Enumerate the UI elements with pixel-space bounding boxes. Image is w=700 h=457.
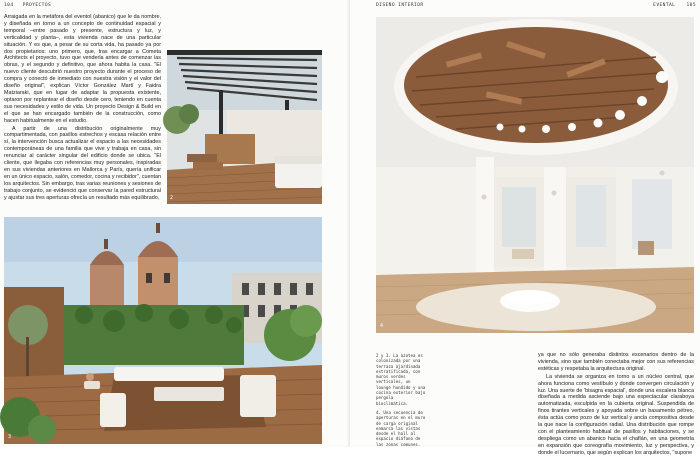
- paragraph: Arraigada en la metáfora del eventol (abanico) que le da nombre, y diseñada en torno a un concepto de continuidad espacial y temporal –entre pasado y presente, estructura y luz, y verticalidad y planta–, esta vivienda nace de una particular situación. Y es que, a pesar de su corta vida, ha pasado ya por dos propietarios: uno primero, que, tras encargar a Cometa Architects el proyecto, tuvo que venderla antes de comenzar las obras, y el segundo y definitivo, que ahora habita la casa. "El nuevo cliente descubrió nuestro proyecto durante el proceso de compra y conectó de inmediato con nuestra visión y el valor del diseño original", explican Víctor González Martí y Faidra Matziaraki, que en lugar de adaptar la propuesta existente, optaron por replantear el diseño desde cero, teniendo en cuenta sus necesidades y estilo de vida. Un proyecto Design & Build en el que se han encargado también de la construcción, como hacen habitualmente en el estudio.: [4, 14, 161, 124]
- right-page-header-magazine: [653, 3, 696, 8]
- caption: 2 y 3. La azotea es colonizada por una terraza ajardinada estratificada, con muros verdes verticales, un lounge hundido y una cocina exterior bajo pergola bioclimática.: [376, 353, 426, 406]
- photo-interior-skylight: [376, 17, 694, 333]
- photo-captions: [376, 353, 426, 445]
- left-page: [0, 0, 348, 447]
- photo-number: 4: [380, 323, 384, 329]
- page-number: 104: [4, 3, 14, 8]
- paragraph: La vivienda se organiza en torno a un núcleo central, que ahora funciona como vestíbulo y donde convergen circulación y luz. Una suerte de 'bisagra espacial', donde una escalera blanca diseñada a medida asciende bajo una espectacular claraboya automatizada, esculpida en la cubierta original. Suspendida de finos tirantes verticales y apoyada sobre un basamento pétreo, ésta actúa como pozo de luz vertical y ancla compositiva desde la que nace la configuración radial. Una distribución que rompe con el planteamiento habitual de pasillos y habitaciones, y se despliega como un abanico hacia el chaflán, en una geometría en expansión que coreografía movimiento, luz y perspectiva, y donde el lucernario, que según explican los arquitectos, "supone: [538, 373, 694, 456]
- right-body-text: [538, 352, 694, 456]
- photo-number: 3: [8, 434, 12, 440]
- photo-rooftop-terrace: [4, 217, 322, 444]
- left-page-header: [4, 3, 51, 8]
- section-label: DISEÑO INTERIOR: [376, 3, 424, 8]
- page-number: 105: [686, 3, 696, 8]
- magazine-name: EVENTAL: [653, 3, 676, 8]
- photo-rooftop-pergola: [167, 50, 322, 204]
- paragraph: ya que no sólo generaba distintos escenarios dentro de la vivienda, sino que también conectaba mejor con sus referencias estéticas y respetaba la arquitectura original.: [538, 352, 694, 372]
- left-body-text: [4, 14, 161, 210]
- paragraph: A partir de una distribución originalmente muy compartimentada, con pasillos estrechos y escasa relación entre sí, la intervención busca actualizar el espacio a las necesidades contemporáneas de una familia que vive y trabaja en casa, sin renunciar al carácter singular del edificio donde se ubica. "El cliente, que llegaba con referencias muy personales, inspiradas en sus viviendas anteriores en Mallorca y París, quería unificar en un único espacio, salón, comedor, cocina y recibidor", cuentan los arquitectos. Sin embargo, tras varias reuniones y sesiones de trabajo conjunto, se evidenció que conservar la pared estructural y ajustar sus tres aperturas ofrecía un resultado más equilibrado,: [4, 125, 161, 201]
- right-page-header: [376, 3, 424, 8]
- caption: 4. Una secuencia de aperturas en el muro de carga original enmarca las vistas desde el hall al espacio diáfano de las zonas comunes.: [376, 409, 426, 447]
- photo-number: 2: [170, 195, 174, 201]
- section-label: PROYECTOS: [22, 3, 52, 8]
- right-page: [350, 0, 700, 456]
